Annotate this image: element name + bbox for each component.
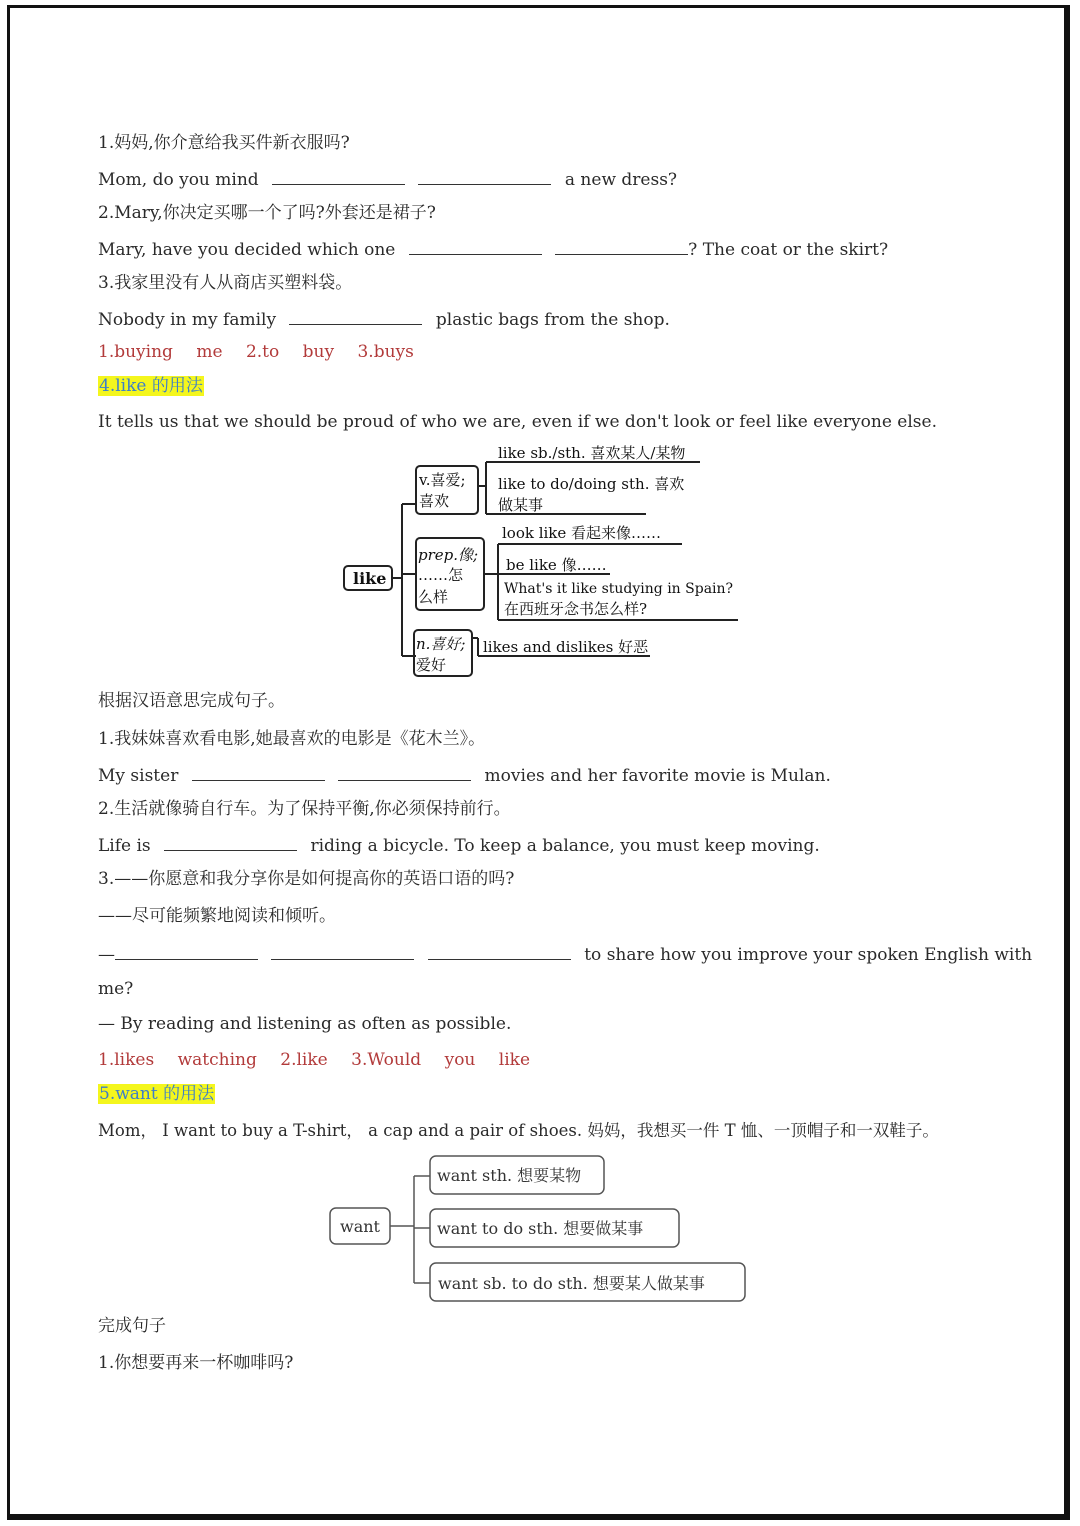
like-question-3-chinese: 3.——你愿意和我分享你是如何提高你的英语口语的吗? (98, 869, 515, 889)
want-question-1-chinese: 1.你想要再来一杯咖啡吗? (98, 1353, 294, 1373)
answer-item: like (498, 1050, 531, 1070)
answer-blank[interactable] (164, 833, 297, 851)
like-question-3-continuation: me? (98, 979, 134, 999)
page-border-shadow-bottom (7, 1514, 1070, 1520)
prep-item-2: be like 像…… (506, 556, 607, 574)
question-2-end: ? The coat or the skirt? (688, 240, 889, 260)
like-question-1-start: My sister (98, 766, 179, 786)
like-question-2-chinese: 2.生活就像骑自行车。为了保持平衡,你必须保持前行。 (98, 799, 511, 819)
question-2-chinese: 2.Mary,你决定买哪一个了吗?外套还是裙子? (98, 203, 436, 223)
like-question-3-end: to share how you improve your spoken English with (584, 945, 1033, 965)
want-heading (98, 1082, 215, 1106)
like-question-2-end: riding a bicycle. To keep a balance, you must keep moving. (310, 836, 820, 856)
question-2-start: Mary, have you decided which one (98, 240, 396, 260)
prep-item-1: look like 看起来像…… (502, 524, 662, 542)
want-example: Mom， I want to buy a T-shirt， a cap and a pair of shoes. 妈妈，我想买一件 T 恤、一顶帽子和一双鞋子。 (98, 1121, 939, 1140)
like-question-2-english (98, 833, 820, 858)
noun-item-1: likes and dislikes 好恶 (483, 638, 649, 656)
like-root-label: like (353, 569, 387, 588)
want-item-3: want sb. to do sth. 想要某人做某事 (438, 1274, 705, 1293)
question-3-english (98, 307, 670, 332)
like-question-3-start: — (98, 945, 115, 965)
answer-blank[interactable] (418, 167, 551, 185)
answer-blank[interactable] (192, 763, 325, 781)
like-heading-text: 4.like 的用法 (99, 376, 203, 396)
question-3-start: Nobody in my family (98, 310, 277, 330)
answer-blank[interactable] (555, 237, 688, 255)
answer-item: 2.like (280, 1050, 328, 1070)
noun-label-line1: n.喜好; (416, 635, 466, 653)
like-question-3-english (98, 942, 1032, 967)
prep-label-line2: ……怎 (418, 566, 464, 584)
answer-blank[interactable] (115, 942, 258, 960)
want-item-1: want sth. 想要某物 (437, 1166, 582, 1185)
like-heading (98, 374, 204, 398)
answer-item: you (444, 1050, 476, 1070)
verb-item-2-line1: like to do/doing sth. 喜欢 (498, 475, 685, 493)
verb-label-line2: 喜欢 (419, 492, 450, 510)
noun-label-line2: 爱好 (416, 656, 447, 674)
answer-item: watching (177, 1050, 257, 1070)
question-2-english (98, 237, 888, 262)
want-heading-text: 5.want 的用法 (99, 1084, 215, 1104)
answer-blank[interactable] (428, 942, 571, 960)
want-root-label: want (340, 1217, 380, 1236)
like-task-instruction: 根据汉语意思完成句子。 (98, 691, 285, 711)
like-question-3-reply-chinese: ——尽可能频繁地阅读和倾听。 (98, 906, 336, 926)
answer-item: me (196, 342, 223, 362)
verb-item-1: like sb./sth. 喜欢某人/某物 (498, 444, 686, 462)
like-question-1-english (98, 763, 831, 788)
answer-blank[interactable] (409, 237, 542, 255)
verb-item-2-line2: 做某事 (498, 496, 544, 514)
prep-label-line3: 么样 (418, 588, 449, 606)
question-1-end: a new dress? (564, 170, 678, 190)
answer-item: 2.to (245, 342, 280, 362)
question-3-chinese: 3.我家里没有人从商店买塑料袋。 (98, 273, 353, 293)
answer-blank[interactable] (271, 942, 414, 960)
answer-key-1 (98, 340, 432, 364)
page-border-shadow-right (1064, 5, 1070, 1517)
answer-item: 3.buys (357, 342, 414, 362)
answer-item: 3.Would (351, 1050, 422, 1070)
want-item-2: want to do sth. 想要做某事 (437, 1219, 644, 1238)
prep-item-3-line2: 在西班牙念书怎么样? (504, 600, 648, 618)
answer-blank[interactable] (289, 307, 422, 325)
like-diagram (338, 440, 748, 682)
like-intro: It tells us that we should be proud of who we are, even if we don't look or feel like everyone else. (98, 412, 937, 432)
question-1-chinese: 1.妈妈,你介意给我买件新衣服吗? (98, 133, 350, 153)
answer-blank[interactable] (272, 167, 405, 185)
answer-item: 1.buying (98, 342, 173, 362)
question-1-start: Mom, do you mind (98, 170, 259, 190)
like-question-1-end: movies and her favorite movie is Mulan. (484, 766, 831, 786)
verb-label-line1: v.喜爱; (419, 471, 466, 489)
answer-item: 1.likes (98, 1050, 155, 1070)
question-3-end: plastic bags from the shop. (435, 310, 670, 330)
like-question-3-reply: — By reading and listening as often as possible. (98, 1014, 512, 1034)
prep-item-3-line1: What's it like studying in Spain? (504, 581, 734, 597)
want-diagram (326, 1150, 750, 1310)
question-1-english (98, 167, 677, 192)
answer-blank[interactable] (338, 763, 471, 781)
prep-label-line1: prep.像; (418, 546, 479, 564)
answer-item: buy (302, 342, 335, 362)
answer-key-2 (98, 1048, 548, 1072)
want-task-instruction: 完成句子 (98, 1316, 166, 1336)
like-question-1-chinese: 1.我妹妹喜欢看电影,她最喜欢的电影是《花木兰》。 (98, 729, 486, 749)
like-question-2-start: Life is (98, 836, 151, 856)
